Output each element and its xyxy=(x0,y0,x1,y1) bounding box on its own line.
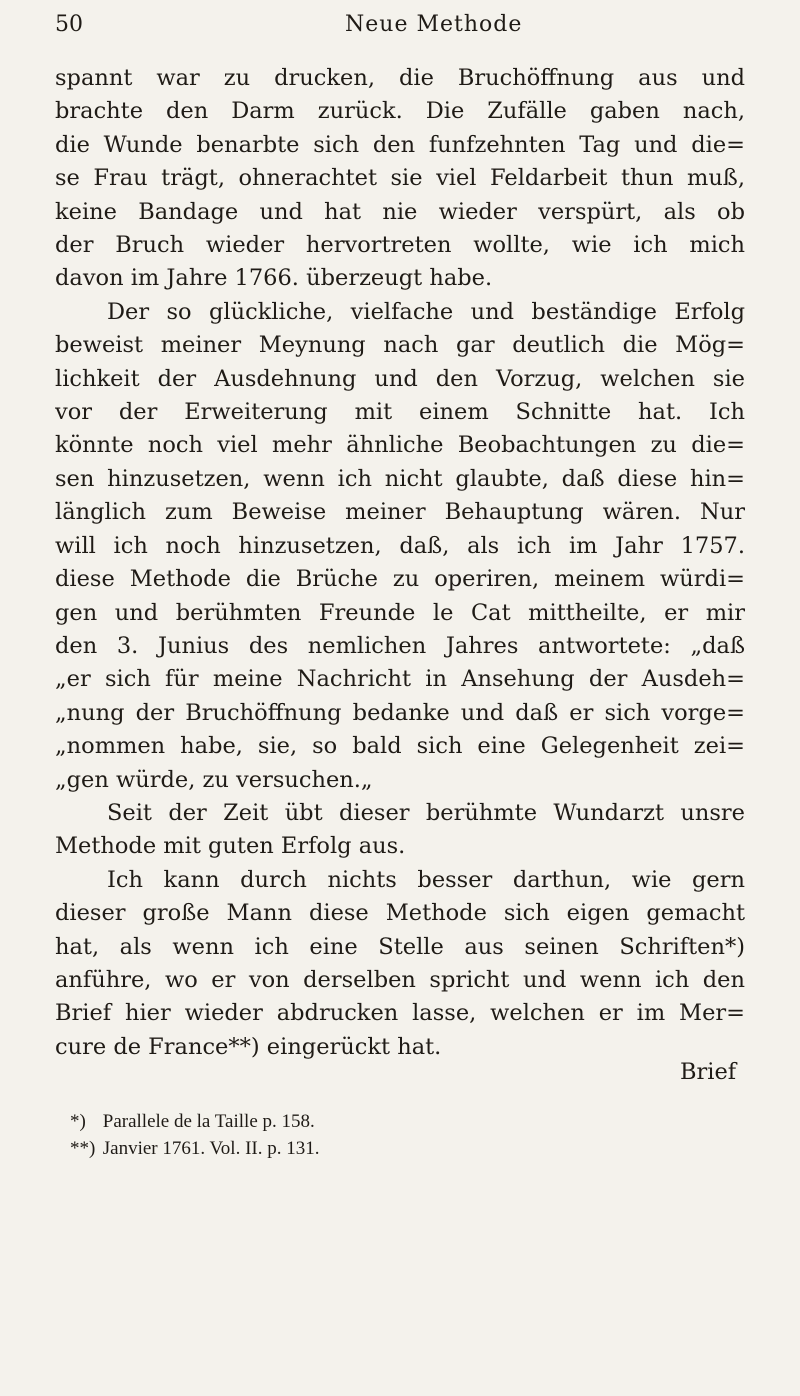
text-line: Ich kann durch nichts besser darthun, wie gern xyxy=(107,866,745,893)
text-line: „gen würde, zu versuchen.„ xyxy=(55,766,373,793)
text-line: den 3. Junius des nemlichen Jahres antwortete: „daß xyxy=(55,632,745,659)
text-line: der Bruch wieder hervortreten wollte, wie ich mich xyxy=(55,232,745,259)
text-line: beweist meiner Meynung nach gar deutlich die Mög= xyxy=(55,332,745,359)
text-line: se Frau trägt, ohnerachtet sie viel Feldarbeit thun muß, xyxy=(55,165,745,192)
text-line: gen und berühmten Freunde le Cat mittheilte, er mir xyxy=(55,599,745,626)
footnote-text: Parallele de la Taille p. 158. xyxy=(102,1111,315,1132)
text-line: spannt war zu drucken, die Bruchöffnung aus und xyxy=(55,65,745,91)
text-line: brachte den Darm zurück. Die Zufälle gaben nach, xyxy=(55,98,745,125)
catchword: Brief xyxy=(680,1059,737,1085)
text-line: „nung der Bruchöffnung bedanke und daß er sich vorge= xyxy=(55,699,745,726)
text-line: könnte noch viel mehr ähnliche Beobachtungen zu die= xyxy=(55,432,745,459)
footnotes xyxy=(70,1108,319,1162)
text-line: Der so glückliche, vielfache und beständige Erfolg xyxy=(107,298,745,325)
text-line: keine Bandage und hat nie wieder verspürt, als ob xyxy=(55,198,745,225)
text-line: anführe, wo er von derselben spricht und wenn ich den xyxy=(55,966,745,993)
footnote-mark: **) xyxy=(70,1138,96,1159)
text-line: cure de France**) eingerückt hat. xyxy=(55,1033,442,1060)
text-line: die Wunde benarbte sich den funfzehnten Tag und die= xyxy=(55,131,745,158)
text-line: sen hinzusetzen, wenn ich nicht glaubte, daß diese hin= xyxy=(55,465,745,492)
paragraph xyxy=(55,62,745,296)
footnote-mark: *) xyxy=(70,1111,86,1132)
text-line: Seit der Zeit übt dieser berühmte Wundarzt unsre xyxy=(107,799,745,826)
page-header xyxy=(55,12,755,52)
paragraph xyxy=(55,864,745,1064)
text-line: „nommen habe, sie, so bald sich eine Gelegenheit zei= xyxy=(55,733,745,760)
text-line: Methode mit guten Erfolg aus. xyxy=(55,833,406,860)
text-line: diese Methode die Brüche zu operiren, meinem würdi= xyxy=(55,566,745,593)
paragraph xyxy=(55,296,745,797)
page-number: 50 xyxy=(55,12,83,37)
text-line: hat, als wenn ich eine Stelle aus seinen Schriften*) xyxy=(55,933,745,960)
text-line: länglich zum Beweise meiner Behauptung wären. Nur xyxy=(55,499,745,526)
footnote xyxy=(70,1135,319,1162)
paragraph xyxy=(55,797,745,864)
text-line: dieser große Mann diese Methode sich eigen gemacht xyxy=(55,900,745,927)
text-line: lichkeit der Ausdehnung und den Vorzug, welchen sie xyxy=(55,365,745,392)
text-line: will ich noch hinzusetzen, daß, als ich im Jahr 1757. xyxy=(55,532,745,559)
footnote xyxy=(70,1108,319,1135)
body-text xyxy=(55,62,745,1064)
footnote-text: Janvier 1761. Vol. II. p. 131. xyxy=(102,1138,320,1159)
text-line: „er sich für meine Nachricht in Ansehung der Ausdeh= xyxy=(55,666,745,693)
text-line: vor der Erweiterung mit einem Schnitte hat. Ich xyxy=(55,399,745,426)
running-title: Neue Methode xyxy=(345,12,523,37)
text-line: davon im Jahre 1766. überzeugt habe. xyxy=(55,265,493,292)
text-line: Brief hier wieder abdrucken lasse, welchen er im Mer= xyxy=(55,1000,745,1027)
